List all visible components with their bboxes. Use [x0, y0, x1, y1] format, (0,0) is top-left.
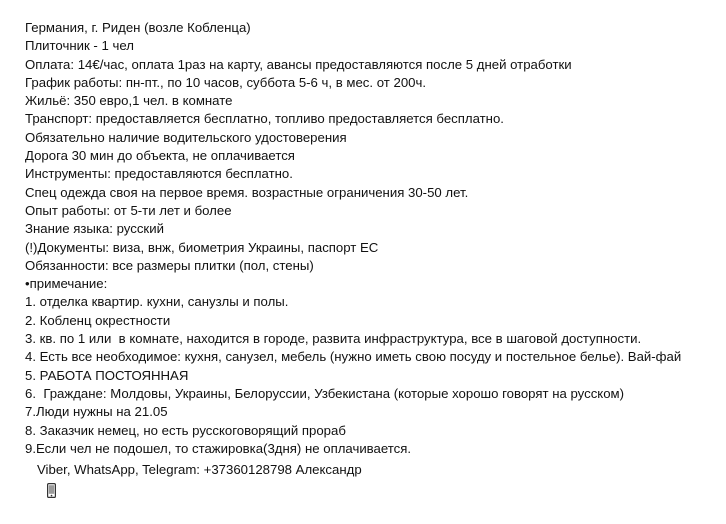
schedule-line: График работы: пн-пт., по 10 часов, суббота 5-6 ч, в мес. от 200ч. [25, 74, 427, 90]
position-line: Плиточник - 1 чел [25, 38, 134, 54]
experience-line: Опыт работы: от 5-ти лет и более [25, 202, 232, 218]
housing-line: Жильё: 350 евро,1 чел. в комнате [25, 93, 233, 109]
payment-line: Оплата: 14€/час, оплата 1раз на карту, авансы предоставляются после 5 дней отработки [25, 56, 572, 72]
notes-header: •примечание: [25, 276, 108, 292]
note-item: 8. Заказчик немец, но есть русскоговорящий прораб [25, 422, 346, 438]
license-line: Обязательно наличие водительского удостоверения [25, 129, 347, 145]
workwear-line: Спец одежда своя на первое время. возрастные ограничения 30-50 лет. [25, 184, 469, 200]
duties-line: Обязанности: все размеры плитки (пол, стены) [25, 257, 314, 273]
language-line: Знание языка: русский [25, 221, 164, 237]
note-item: 7.Люди нужны на 21.05 [25, 404, 168, 420]
contact-text: Viber, WhatsApp, Telegram: +37360128798 Александр [37, 462, 362, 478]
note-item: 2. Кобленц окрестности [25, 312, 171, 328]
location-line: Германия, г. Риден (возле Кобленца) [25, 20, 251, 35]
note-item: 6. Граждане: Молдовы, Украины, Белоруссии, Узбекистана (которые хорошо говорят на русском) [25, 385, 625, 401]
tools-line: Инструменты: предоставляются бесплатно. [25, 166, 293, 182]
mobile-phone-icon [25, 463, 34, 478]
contact-line [25, 460, 721, 480]
document-body [25, 19, 721, 480]
documents-line: (!)Документы: виза, внж, биометрия Украины, паспорт ЕС [25, 239, 379, 255]
note-item: 3. кв. по 1 или в комнате, находится в городе, развита инфраструктура, все в шаговой доступности. [25, 331, 642, 347]
note-item: 5. РАБОТА ПОСТОЯННАЯ [25, 367, 189, 383]
transport-line: Транспорт: предоставляется бесплатно, топливо предоставляется бесплатно. [25, 111, 504, 127]
note-item: 4. Есть все необходимое: кухня, санузел, мебель (нужно иметь свою посуду и постельное белье). Вай-фай [25, 349, 682, 365]
note-item: 1. отделка квартир. кухни, санузлы и полы. [25, 294, 289, 310]
commute-line: Дорога 30 мин до объекта, не оплачивается [25, 148, 295, 164]
note-item: 9.Если чел не подошел, то стажировка(3дня) не оплачивается. [25, 440, 412, 456]
